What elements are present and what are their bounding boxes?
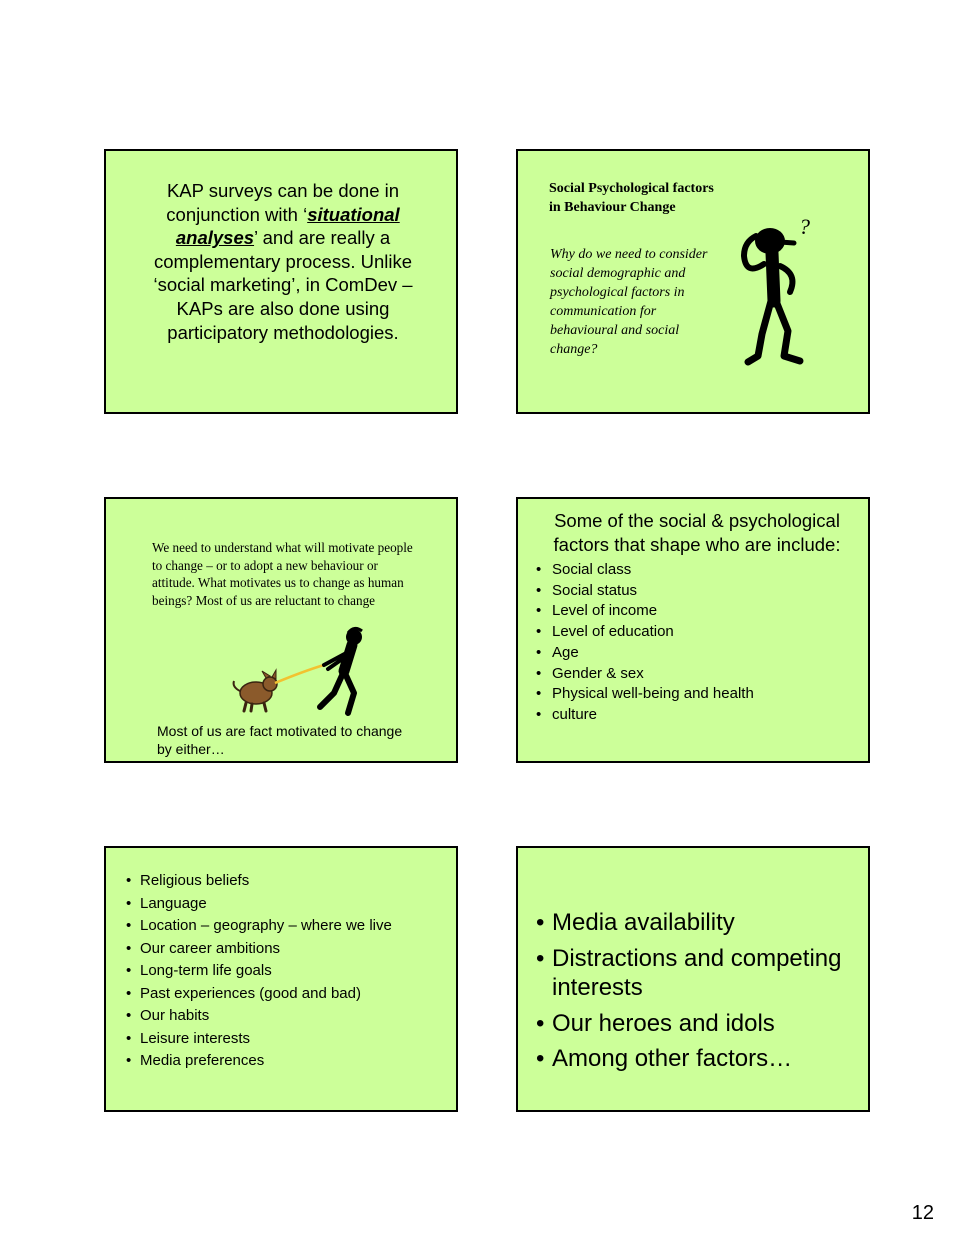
- slide1-line: [128, 226, 438, 250]
- list-item: [536, 908, 858, 938]
- slide1-line: ‘social marketing’, in ComDev –: [153, 274, 413, 296]
- slide1-line: participatory methodologies.: [167, 321, 399, 343]
- list-item: [126, 938, 392, 961]
- emphasized-term: analyses: [175, 227, 255, 249]
- question-mark-glyph: ?: [799, 214, 810, 239]
- list-item: [536, 705, 754, 726]
- list-item: [126, 915, 392, 938]
- bullet-icon: •: [536, 909, 545, 936]
- list-item-text: Our heroes and idols: [552, 1009, 775, 1037]
- slide-motivation-to-change: [104, 497, 458, 763]
- list-item-text: Among other factors…: [552, 1045, 793, 1072]
- slide-kap-surveys: [104, 149, 458, 414]
- bullet-icon: •: [126, 939, 132, 957]
- slide-factors-continued: [104, 846, 458, 1112]
- slide2-body: Why do we need to consider social demographic and psychological factors in communication for behavioural and social change?: [550, 247, 708, 357]
- bullet-icon: •: [126, 1029, 132, 1047]
- list-item: [536, 622, 754, 643]
- emphasized-term: situational: [307, 203, 400, 225]
- list-item-text: Age: [552, 643, 579, 661]
- list-item: [536, 560, 754, 581]
- bullet-icon: •: [126, 917, 132, 934]
- bullet-icon: •: [126, 894, 132, 912]
- bullet-icon: •: [126, 1052, 132, 1069]
- list-item: [126, 960, 392, 983]
- list-item: [536, 944, 858, 1003]
- bullet-icon: •: [536, 1009, 545, 1037]
- bullet-icon: •: [536, 1045, 545, 1072]
- slide6-bullet-list: [536, 908, 858, 1080]
- slide1-text-segment: conjunction with ‘: [166, 203, 308, 225]
- list-item-text: Distractions and competing interests: [552, 944, 842, 1001]
- list-item-text: Past experiences (good and bad): [140, 984, 361, 1002]
- list-item-text: Language: [140, 894, 207, 912]
- bullet-icon: •: [536, 705, 542, 723]
- slide1-text: [128, 179, 438, 344]
- slide4-title: Some of the social & psychological factors that shape who are include:: [553, 510, 841, 555]
- slide1-line: KAPs are also done using: [176, 297, 390, 319]
- list-item-text: Our habits: [140, 1007, 210, 1024]
- list-item: [126, 870, 392, 893]
- list-item: [536, 684, 754, 705]
- bullet-icon: •: [126, 962, 132, 979]
- list-item-text: Leisure interests: [140, 1029, 251, 1047]
- slide4-bullet-list: [536, 560, 754, 726]
- list-item: [126, 1028, 392, 1051]
- bullet-icon: •: [126, 1007, 132, 1024]
- page-number: 12: [911, 1202, 934, 1224]
- list-item-text: Level of education: [552, 623, 674, 641]
- slide1-line: complementary process. Unlike: [153, 250, 413, 272]
- slide-social-psychological-factors: [516, 149, 870, 414]
- list-item: [126, 983, 392, 1006]
- bullet-icon: •: [126, 984, 132, 1002]
- list-item-text: Long-term life goals: [140, 962, 272, 979]
- list-item: [536, 643, 754, 664]
- bullet-icon: •: [536, 664, 542, 682]
- list-item-text: Location – geography – where we live: [140, 917, 392, 934]
- list-item-text: Religious beliefs: [140, 872, 250, 889]
- bullet-icon: •: [536, 944, 545, 972]
- list-item-text: Level of income: [552, 602, 658, 620]
- bullet-icon: •: [126, 872, 132, 889]
- list-item: [126, 893, 392, 916]
- slide1-line: [128, 203, 438, 227]
- list-item-text: Our career ambitions: [140, 939, 281, 957]
- list-item-text: Gender & sex: [552, 664, 644, 682]
- slide3-footer: Most of us are fact motivated to change by either…: [157, 723, 403, 757]
- list-item: [536, 1009, 858, 1039]
- slide3-text: We need to understand what will motivate people to change – or to adopt a new behaviour or attitude. What motivates us to change as human beings? Most of us are reluctant to change: [152, 540, 413, 608]
- slide1-text-segment: ’ and are really a: [254, 227, 391, 249]
- slide5-bullet-list: [126, 870, 392, 1073]
- slide-other-factors: [516, 846, 870, 1112]
- list-item: [536, 664, 754, 685]
- list-item-text: Social status: [552, 581, 638, 599]
- bullet-icon: •: [536, 602, 542, 620]
- list-item-text: Social class: [552, 561, 632, 578]
- list-item-text: Physical well-being and health: [552, 685, 754, 703]
- bullet-icon: •: [536, 623, 542, 641]
- list-item: [126, 1005, 392, 1028]
- list-item-text: Media preferences: [140, 1052, 265, 1069]
- bullet-icon: •: [536, 643, 542, 661]
- list-item: [536, 581, 754, 602]
- bullet-icon: •: [536, 561, 542, 578]
- list-item: [126, 1050, 392, 1073]
- list-item: [536, 1044, 858, 1074]
- slide1-line: KAP surveys can be done in: [166, 180, 400, 201]
- list-item-text: culture: [552, 705, 598, 723]
- figure-pulling-dog-icon: [224, 621, 374, 721]
- slide-social-psychological-list: [516, 497, 870, 763]
- slide2-title: Social Psychological factors in Behaviour Change: [549, 181, 714, 215]
- bullet-icon: •: [536, 685, 542, 703]
- thinking-stick-figure-icon: [736, 206, 818, 371]
- list-item: [536, 601, 754, 622]
- bullet-icon: •: [536, 581, 542, 599]
- list-item-text: Media availability: [552, 909, 735, 936]
